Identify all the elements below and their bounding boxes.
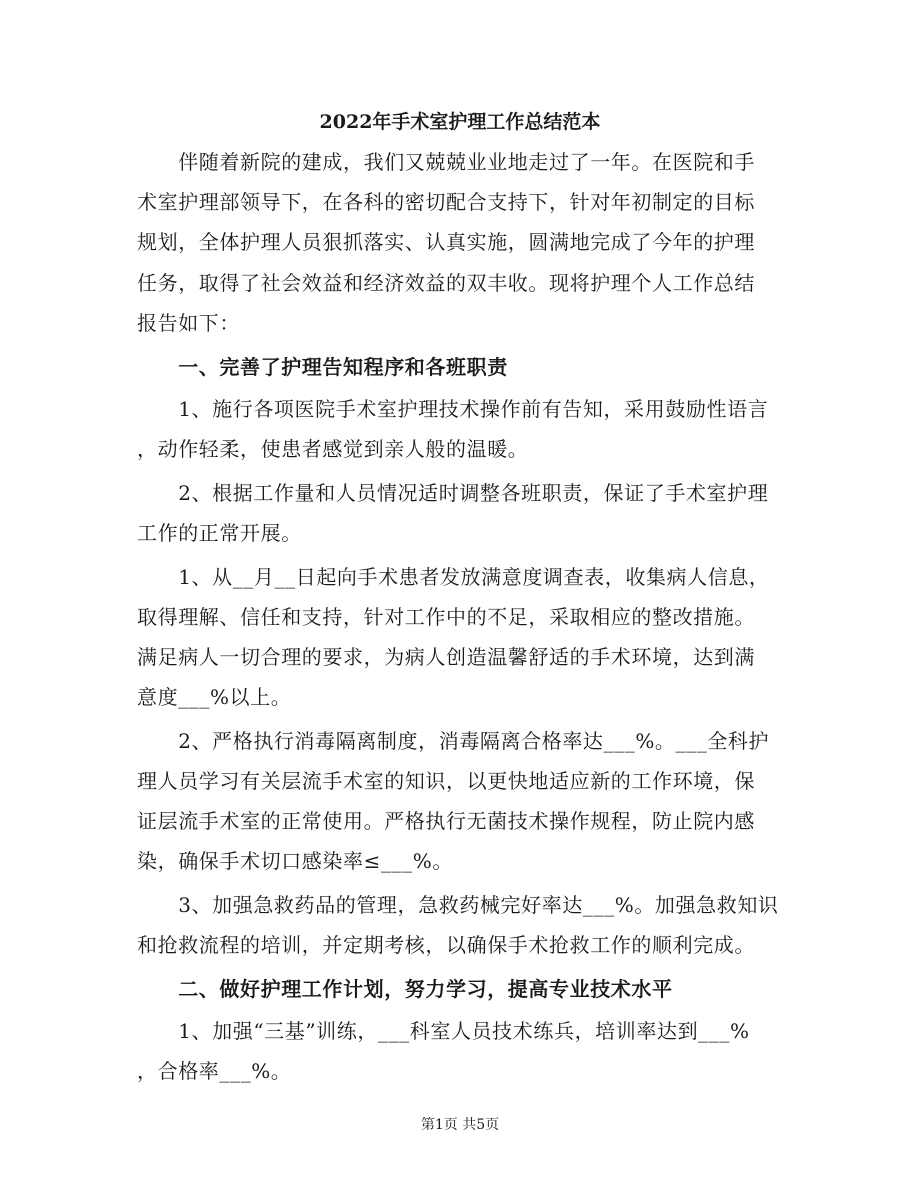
body-line: ，动作轻柔，使患者感觉到亲人般的温暖。 — [137, 437, 529, 461]
body-line: 规划，全体护理人员狠抓落实、认真实施，圆满地完成了今年的护理 — [137, 230, 755, 254]
body-line: 1、加强“三基”训练，___科室人员技术练兵，培训率达到___% — [137, 1019, 750, 1043]
body-line: 染，确保手术切口感染率≤___%。 — [137, 849, 453, 873]
body-line: 证层流手术室的正常使用。严格执行无菌技术操作规程，防止院内感 — [137, 809, 755, 833]
body-line: ，合格率___%。 — [137, 1059, 292, 1083]
body-line: 意度___%以上。 — [137, 685, 292, 709]
body-line: 工作的正常开展。 — [137, 521, 302, 545]
body-line: 伴随着新院的建成，我们又兢兢业业地走过了一年。在医院和手 — [137, 150, 755, 174]
body-line: 取得理解、信任和支持，针对工作中的不足，采取相应的整改措施。 — [137, 605, 755, 629]
body-line: 2、根据工作量和人员情况适时调整各班职责，保证了手术室护理 — [137, 481, 769, 505]
body-line: 1、施行各项医院手术室护理技术操作前有告知，采用鼓励性语言 — [137, 397, 769, 421]
body-line: 术室护理部领导下，在各科的密切配合支持下，针对年初制定的目标 — [137, 190, 755, 214]
body-line: 满足病人一切合理的要求，为病人创造温馨舒适的手术环境，达到满 — [137, 645, 755, 669]
body-line: 3、加强急救药品的管理，急救药械完好率达___%。加强急救知识 — [137, 893, 779, 917]
body-line: 和抢救流程的培训，并定期考核，以确保手术抢救工作的顺利完成。 — [137, 933, 755, 957]
section-heading-2: 二、做好护理工作计划，努力学习，提高专业技术水平 — [137, 977, 673, 1001]
body-line: 2、严格执行消毒隔离制度，消毒隔离合格率达___%。___全科护 — [137, 729, 770, 753]
section-heading-1: 一、完善了护理告知程序和各班职责 — [137, 355, 508, 379]
body-line: 任务，取得了社会效益和经济效益的双丰收。现将护理个人工作总结 — [137, 271, 755, 295]
body-line: 理人员学习有关层流手术室的知识，以更快地适应新的工作环境，保 — [137, 769, 755, 793]
body-line: 1、从__月__日起向手术患者发放满意度调查表，收集病人信息， — [137, 565, 770, 589]
document-title: 2022年手术室护理工作总结范本 — [319, 111, 601, 133]
page-number: 第1页 共5页 — [420, 1117, 500, 1133]
body-line: 报告如下： — [137, 311, 240, 335]
